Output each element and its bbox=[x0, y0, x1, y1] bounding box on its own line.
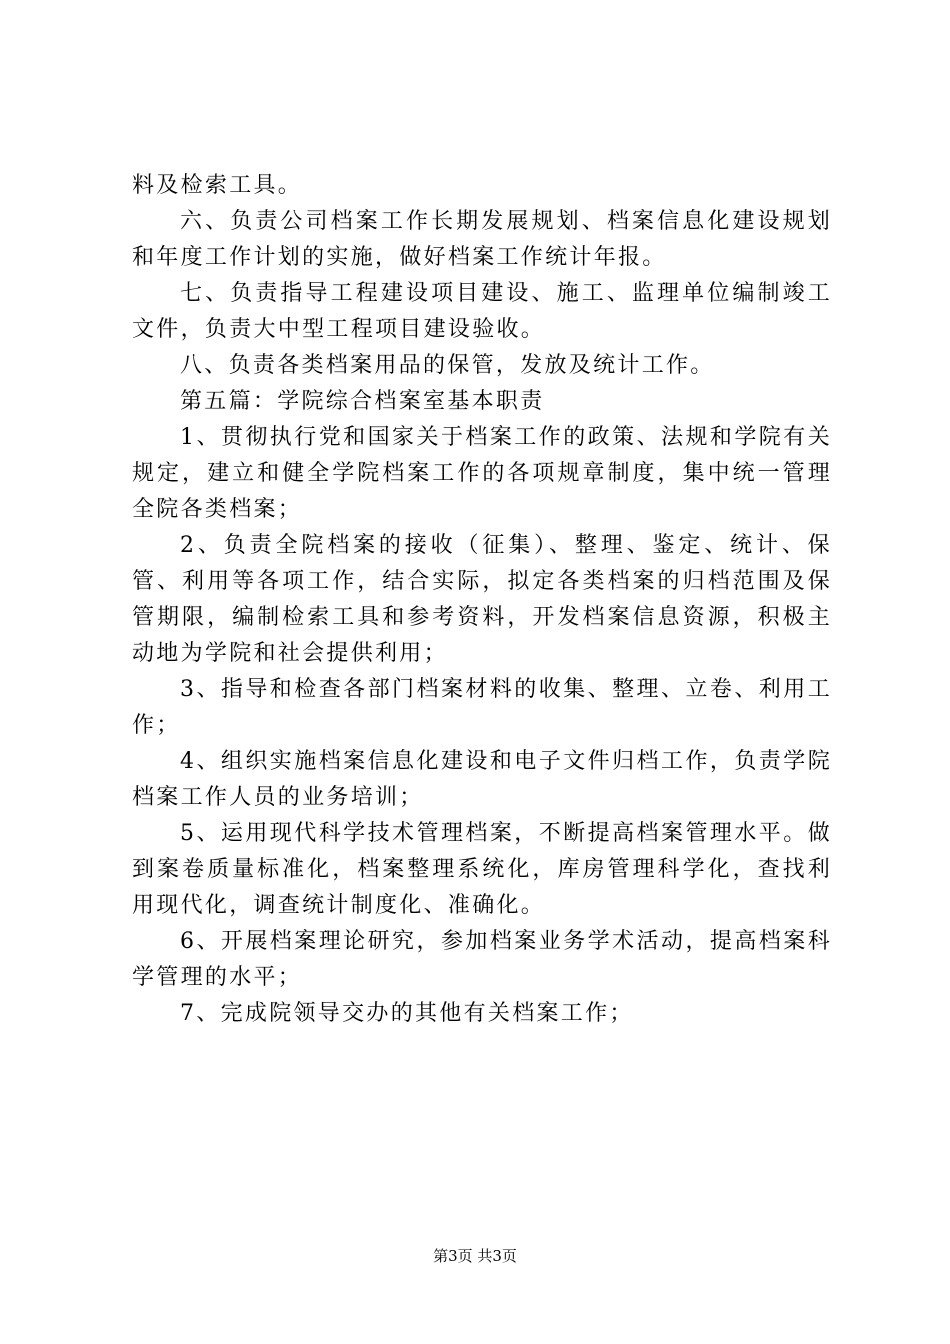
paragraph-duty-6: 6、开展档案理论研究，参加档案业务学术活动，提高档案科学管理的水平； bbox=[132, 929, 832, 990]
paragraph-duty-1: 1、贯彻执行党和国家关于档案工作的政策、法规和学院有关规定，建立和健全学院档案工作的各项规章制度，集中统一管理全院各类档案； bbox=[132, 425, 832, 522]
paragraph-continuation: 料及检索工具。 bbox=[132, 173, 303, 198]
section-heading: 第五篇：学院综合档案室基本职责 bbox=[180, 389, 545, 414]
paragraph-item-6: 六、负责公司档案工作长期发展规划、档案信息化建设规划和年度工作计划的实施，做好档案工作统计年报。 bbox=[132, 209, 832, 270]
paragraph-duty-2: 2、负责全院档案的接收（征集）、整理、鉴定、统计、保管、利用等各项工作，结合实际，拟定各类档案的归档范围及保管期限，编制检索工具和参考资料，开发档案信息资源，积极主动地为学院和社会提供利用； bbox=[132, 533, 832, 666]
paragraph-item-8: 八、负责各类档案用品的保管，发放及统计工作。 bbox=[180, 353, 715, 378]
page-number-footer: 第3页 共3页 bbox=[433, 1247, 517, 1265]
paragraph-duty-5: 5、运用现代科学技术管理档案，不断提高档案管理水平。做到案卷质量标准化，档案整理系统化，库房管理科学化，查找利用现代化，调查统计制度化、准确化。 bbox=[132, 821, 832, 918]
paragraph-duty-7: 7、完成院领导交办的其他有关档案工作； bbox=[180, 1001, 634, 1026]
paragraph-item-7: 七、负责指导工程建设项目建设、施工、监理单位编制竣工文件，负责大中型工程项目建设验收。 bbox=[132, 281, 832, 342]
paragraph-duty-3: 3、指导和检查各部门档案材料的收集、整理、立卷、利用工作； bbox=[132, 677, 832, 738]
document-body bbox=[132, 168, 832, 1032]
paragraph-duty-4: 4、组织实施档案信息化建设和电子文件归档工作，负责学院档案工作人员的业务培训； bbox=[132, 749, 832, 810]
